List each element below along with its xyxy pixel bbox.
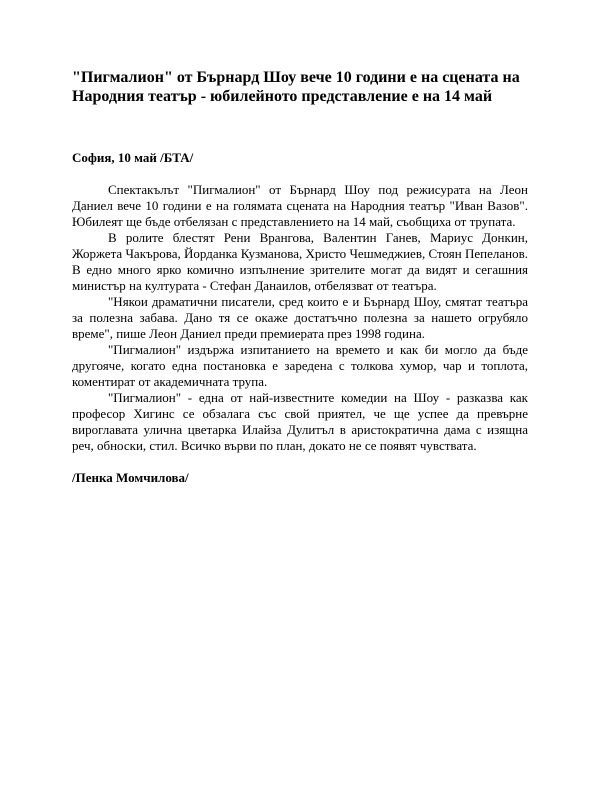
article-paragraph: "Пигмалион" издържа изпитанието на времето и как би могло да бъде другояче, когато една постановка е заредена с толкова хумор, чар и топлота, коментират от академичната трупа. (72, 342, 528, 389)
article-paragraph: "Пигмалион" - една от най-известните комедии на Шоу - разказва как професор Хигинс се обзалага със свой приятел, че ще успее да превърне вироглавата улична цветарка Илайза Дулитъл в аристократична дама с изящна реч, обноски, стил. Всичко върви по план, докато не се появят чувствата. (72, 390, 528, 453)
article-dateline: София, 10 май /БТА/ (72, 150, 194, 165)
article-body (72, 182, 528, 454)
article-author: /Пенка Момчилова/ (72, 470, 189, 485)
document-page (72, 68, 528, 486)
article-paragraph: Спектакълът "Пигмалион" от Бърнард Шоу под режисурата на Леон Даниел вече 10 години е на голямата сцената на Народния театър "Иван Вазов". Юбилеят ще бъде отбелязан с представлението на 14 май, съобщиха от трупата. (72, 182, 528, 229)
article-paragraph: "Някои драматични писатели, сред които е и Бърнард Шоу, смятат театъра за полезна забава. Дано тя се окаже достатъчно полезна за нашето огрубяло време", пише Леон Даниел преди премиерата през 1998 година. (72, 294, 528, 341)
article-paragraph: В ролите блестят Рени Врангова, Валентин Ганев, Мариус Донкин, Жоржета Чакърова, Йорданка Кузманова, Христо Чешмеджиев, Стоян Пепеланов. В едно много ярко комично изпълнение зрителите могат да видят и сегашния министър на културата - Стефан Данаилов, отбелязват от театъра. (72, 230, 528, 293)
article-title: "Пигмалион" от Бърнард Шоу вече 10 години е на сцената на Народния театър - юбилейното представление е на 14 май (72, 69, 520, 105)
